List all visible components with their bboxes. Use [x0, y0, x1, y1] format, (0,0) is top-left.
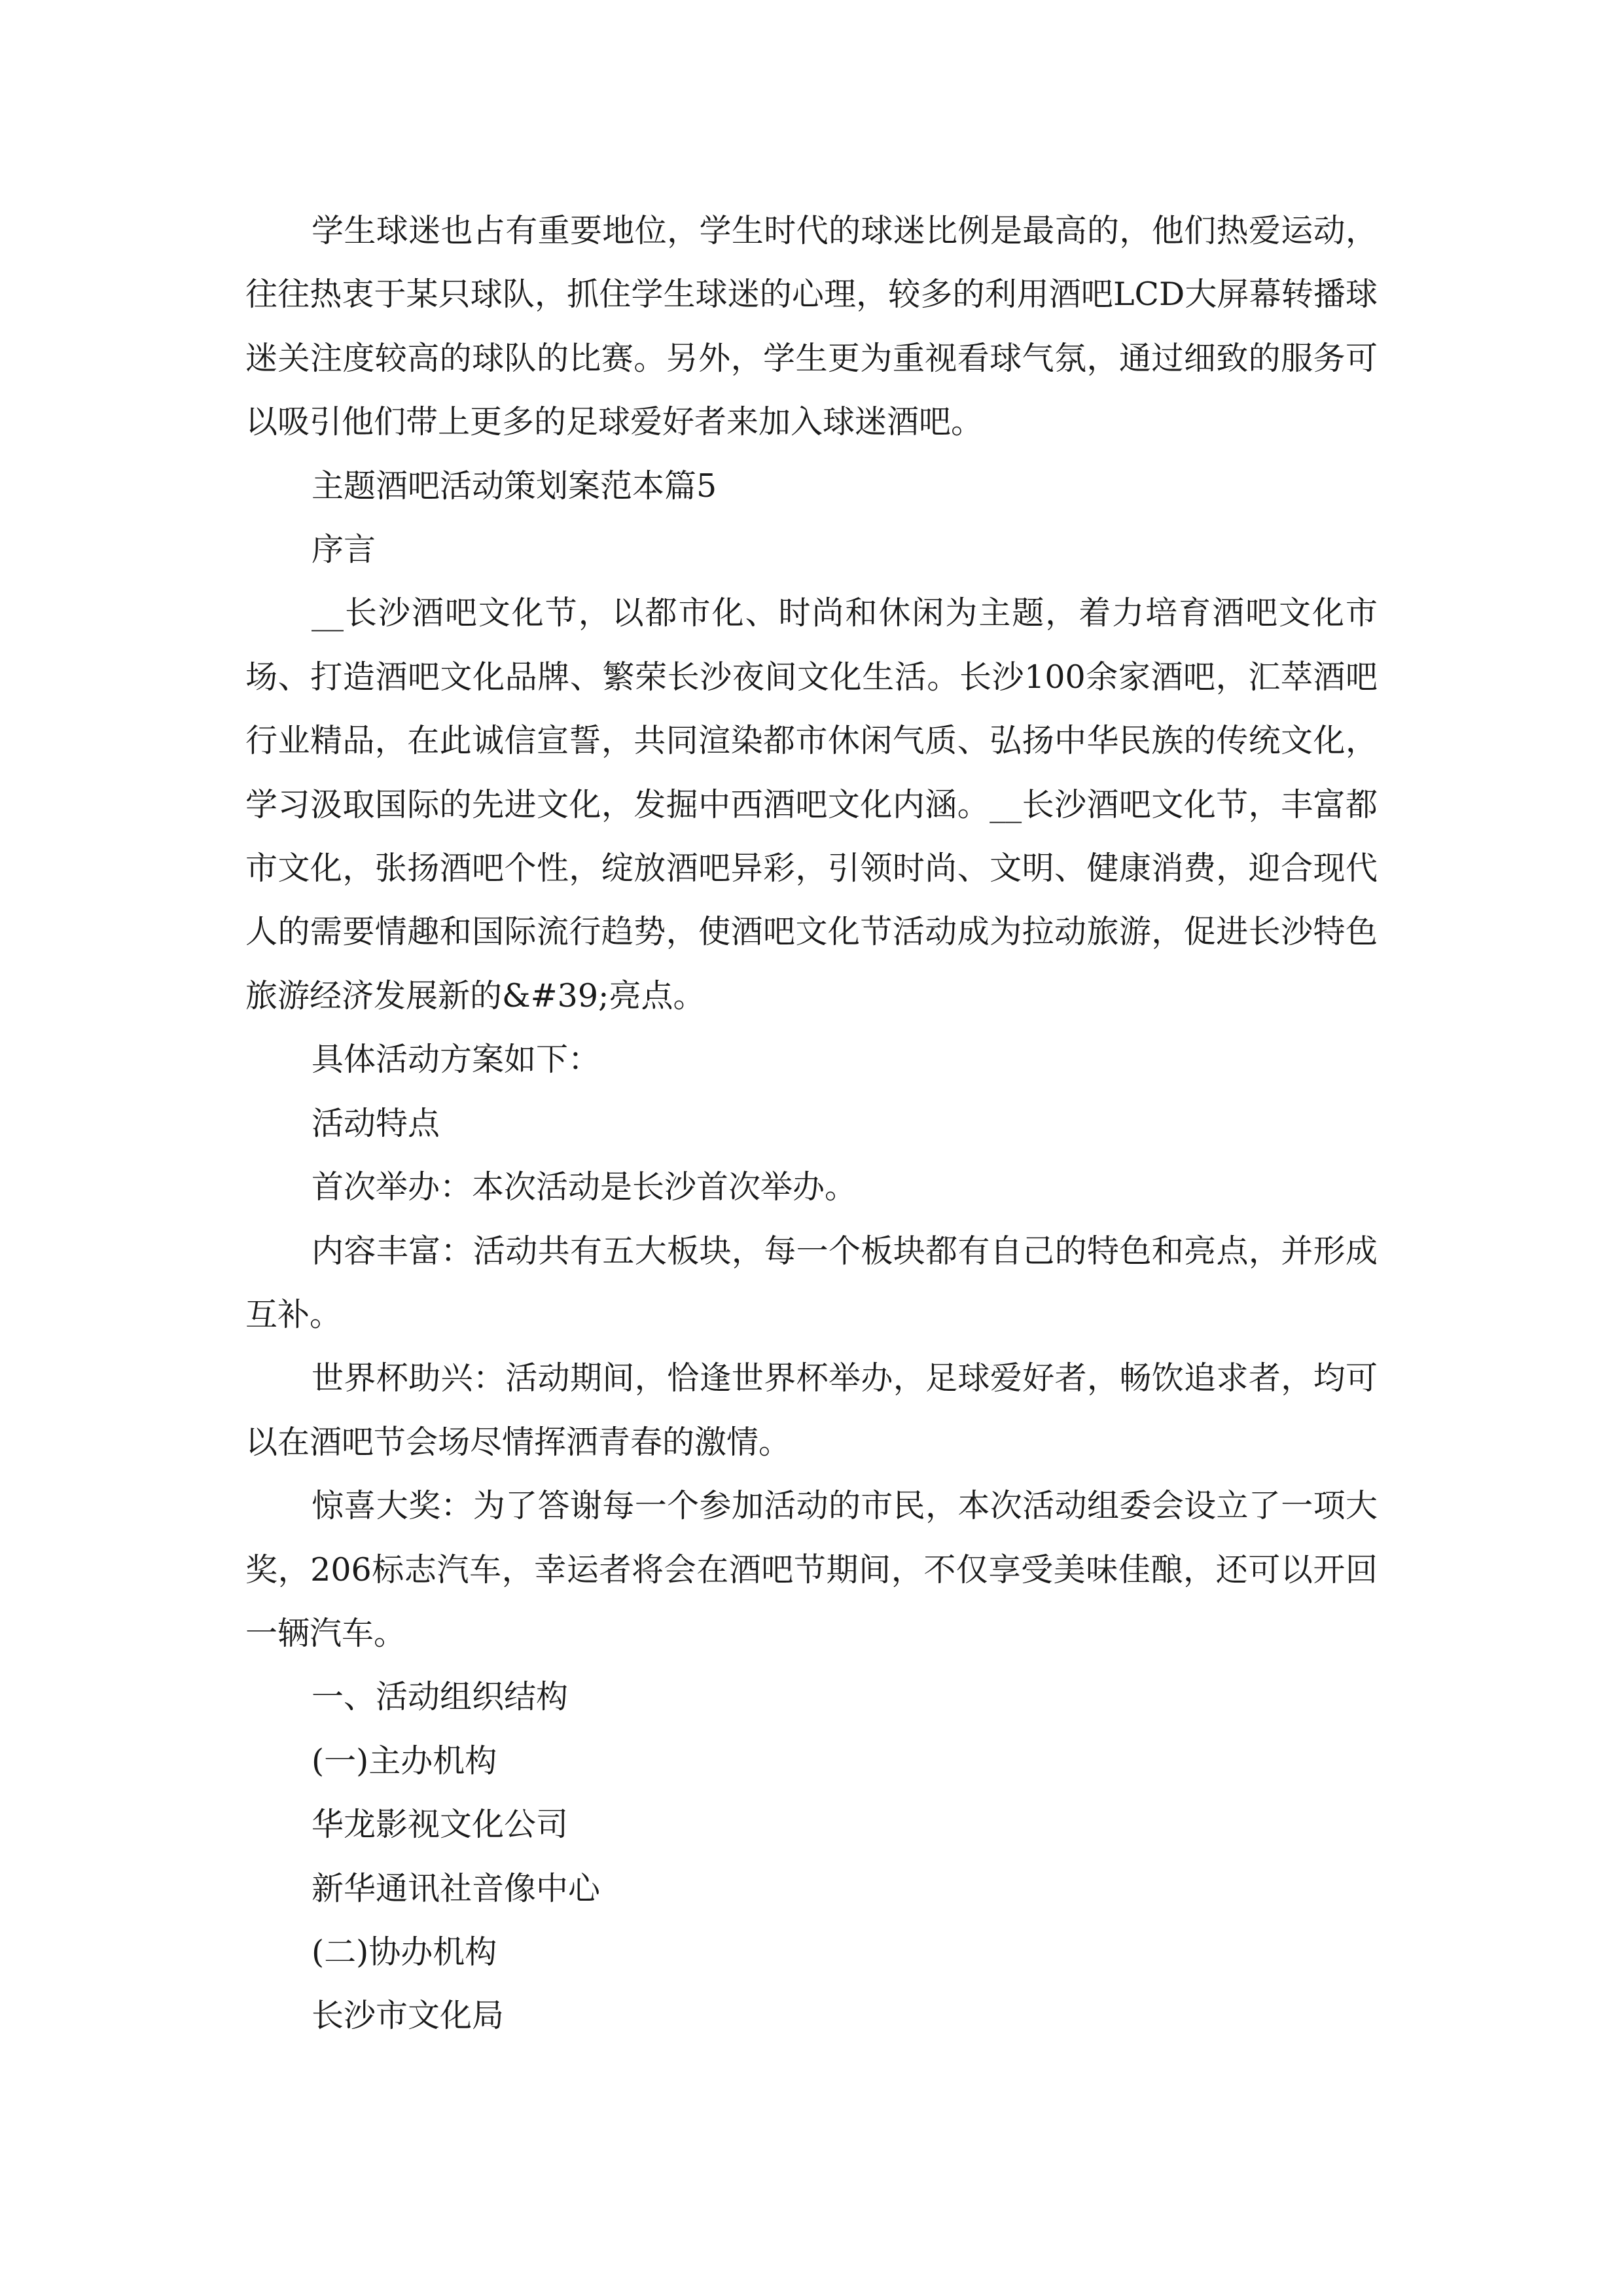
heading-organizer: (一)主办机构: [312, 1742, 497, 1780]
heading-co-organizer: (二)协办机构: [312, 1933, 497, 1971]
heading-features: 活动特点: [312, 1104, 440, 1142]
organizer-item: 新华通讯社音像中心: [312, 1869, 601, 1907]
feature-grand-prize: 惊喜大奖：为了答谢每一个参加活动的市民，本次活动组委会设立了一项大奖，206标志汽车，幸运者将会在酒吧节期间，不仅享受美味佳酿，还可以开回一辆汽车。: [245, 1487, 1378, 1652]
section-title: 主题酒吧活动策划案范本篇5: [312, 467, 717, 505]
co-organizer-item: 长沙市文化局: [312, 1997, 505, 2035]
paragraph-preface: __长沙酒吧文化节，以都市化、时尚和休闲为主题，着力培育酒吧文化市场、打造酒吧文化品牌、繁荣长沙夜间文化生活。长沙100余家酒吧，汇萃酒吧行业精品，在此诚信宣誓，共同渲染都市休闲气质、弘扬中华民族的传统文化，学习汲取国际的先进文化，发掘中西酒吧文化内涵。__长沙酒吧文化节，丰富都市文化，张扬酒吧个性，绽放酒吧异彩，引领时尚、文明、健康消费，迎合现代人的需要情趣和国际流行趋势，使酒吧文化节活动成为拉动旅游，促进长沙特色旅游经济发展新的&#39;亮点。: [245, 594, 1378, 1014]
heading-organization: 一、活动组织结构: [312, 1678, 569, 1716]
document-body: [245, 199, 1378, 2048]
organizer-item: 华龙影视文化公司: [312, 1806, 569, 1844]
heading-preface: 序言: [312, 531, 376, 569]
paragraph-student-fans: 学生球迷也占有重要地位，学生时代的球迷比例是最高的，他们热爱运动，往往热衷于某只球队，抓住学生球迷的心理，较多的利用酒吧LCD大屏幕转播球迷关注度较高的球队的比赛。另外，学生更为重视看球气氛，通过细致的服务可以吸引他们带上更多的足球爱好者来加入球迷酒吧。: [245, 212, 1378, 441]
feature-first-time: 首次举办：本次活动是长沙首次举办。: [312, 1168, 857, 1206]
feature-rich-content: 内容丰富：活动共有五大板块，每一个板块都有自己的特色和亮点，并形成互补。: [245, 1232, 1378, 1333]
paragraph-plan-intro: 具体活动方案如下：: [312, 1041, 601, 1079]
feature-world-cup: 世界杯助兴：活动期间，恰逢世界杯举办，足球爱好者，畅饮追求者，均可以在酒吧节会场尽情挥洒青春的激情。: [245, 1359, 1378, 1461]
